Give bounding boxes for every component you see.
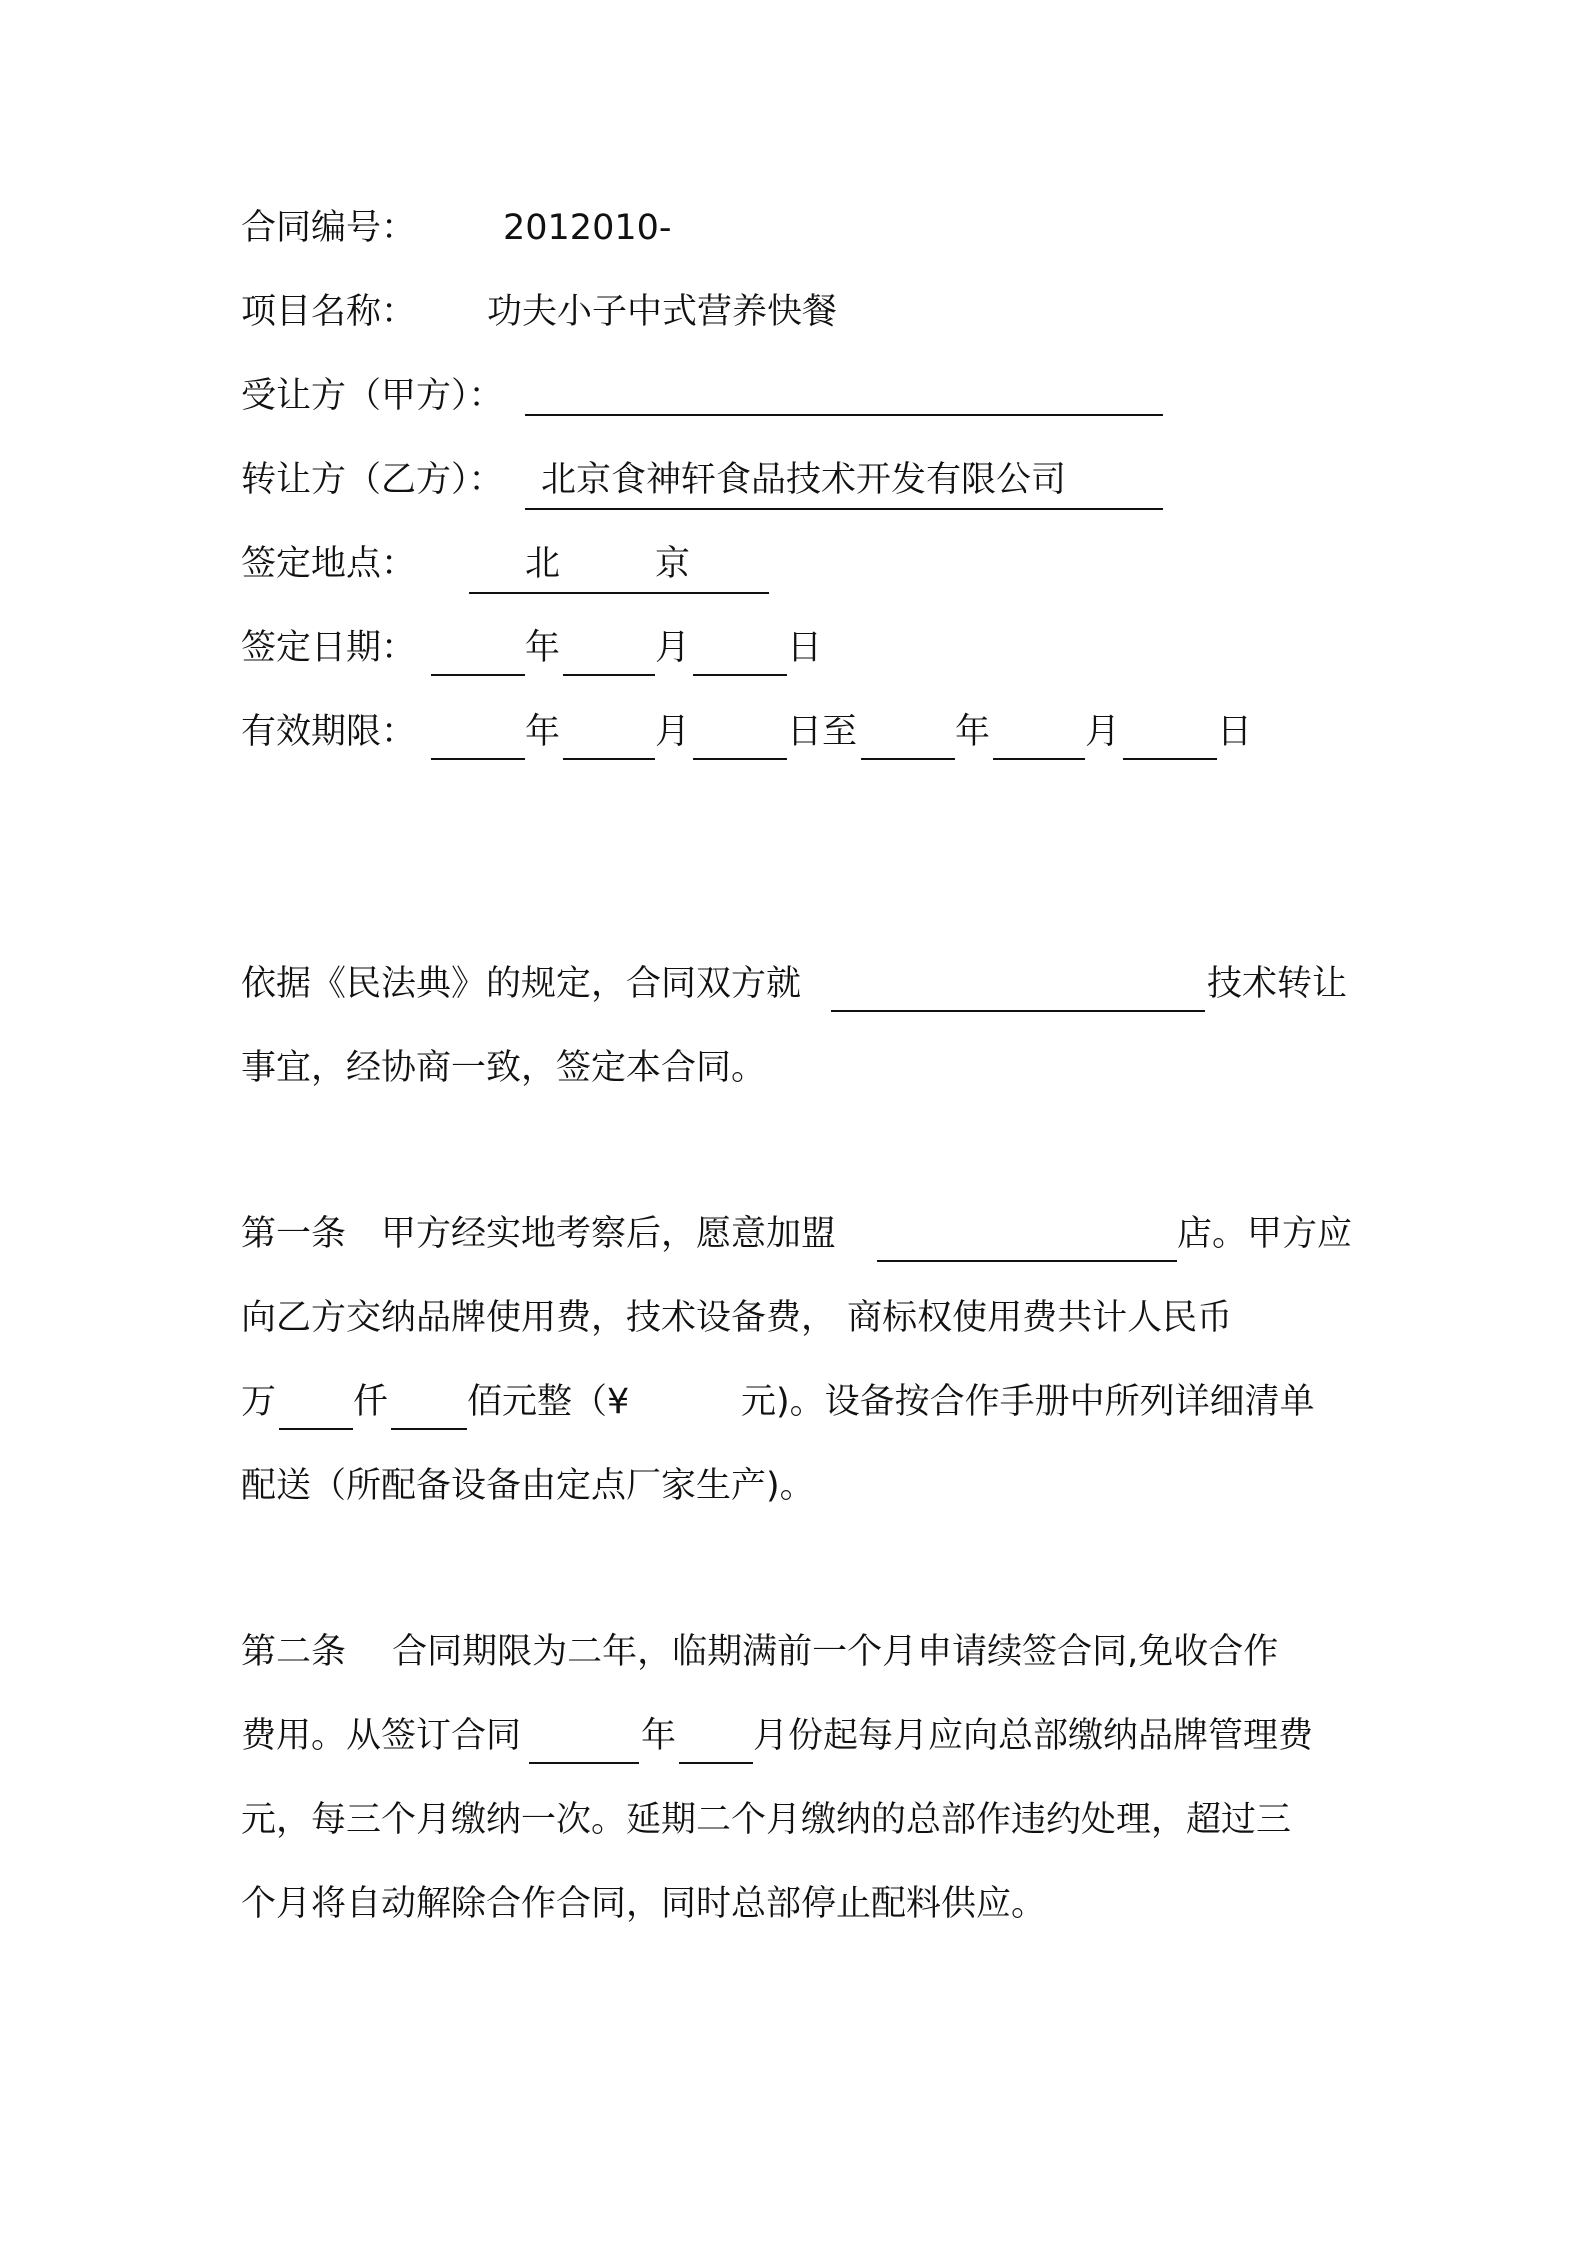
place-value-1: 北 (525, 544, 561, 584)
article2-year-blank (529, 1708, 639, 1764)
article1-store-blank (877, 1206, 1177, 1262)
validity-end-month-blank (993, 704, 1085, 760)
article2-month-blank (679, 1708, 753, 1764)
article1-text-b: 店。甲方应 (1177, 1214, 1353, 1254)
validity-label: 有效期限： (241, 712, 417, 752)
validity-start-month-blank (563, 704, 655, 760)
article1-text-e: 配送（所配备设备由定点厂家生产)。 (241, 1466, 815, 1506)
validity-end-day-blank (1123, 704, 1217, 760)
sign-month-unit: 月 (655, 628, 691, 668)
article1-line-2 (241, 1290, 1357, 1346)
sign-year-blank (431, 620, 525, 676)
contract-number-value: 2012010- (503, 208, 672, 248)
article1-text-d: 元)。设备按合作手册中所列详细清单 (741, 1382, 1315, 1422)
validity-start-year-blank (431, 704, 525, 760)
validity-start-day-unit: 日至 (787, 712, 858, 752)
article1-qian-blank (279, 1374, 353, 1430)
article2-text-a: 第二条 合同期限为二年，临期满前一个月申请续签合同,免收合作 (241, 1632, 1279, 1672)
party-a-label: 受让方（甲方）： (241, 376, 504, 416)
validity-start-day-blank (693, 704, 787, 760)
preamble-text-c: 事宜，经协商一致，签定本合同。 (241, 1048, 767, 1088)
article1-unit-qian: 仟 (353, 1382, 389, 1422)
sign-date-label: 签定日期： (241, 628, 417, 668)
party-b-blank (525, 452, 1163, 510)
article2-text-d: 元，每三个月缴纳一次。延期二个月缴纳的总部作违约处理，超过三 (241, 1800, 1292, 1840)
validity-end-day-unit: 日 (1217, 712, 1253, 752)
validity-end-year-blank (861, 704, 955, 760)
party-b-value: 北京食神轩食品技术开发有限公司 (541, 460, 1067, 500)
article2-text-e: 个月将自动解除合作合同，同时总部停止配料供应。 (241, 1884, 1047, 1924)
article2-line-2 (241, 1708, 1357, 1764)
article1-unit-wan: 万 (241, 1382, 277, 1422)
validity-end-year-unit: 年 (955, 712, 991, 752)
article1-line-3 (241, 1374, 1357, 1430)
project-name-value: 功夫小子中式营养快餐 (487, 292, 838, 332)
article2-unit-year: 年 (641, 1716, 677, 1756)
preamble-text-b: 技术转让 (1207, 964, 1348, 1004)
party-b-label: 转让方（乙方）： (241, 460, 504, 500)
place-label: 签定地点： (241, 544, 417, 584)
validity-end-month-unit: 月 (1085, 712, 1121, 752)
sign-year-unit: 年 (525, 628, 561, 668)
article1-text-c: 向乙方交纳品牌使用费，技术设备费， 商标权使用费共计人民币 (241, 1298, 1233, 1338)
party-a-blank (525, 368, 1163, 416)
preamble-line-1 (241, 956, 1357, 1012)
validity-start-year-unit: 年 (525, 712, 561, 752)
article2-line-1 (241, 1624, 1357, 1680)
project-name-label: 项目名称： (241, 292, 417, 332)
sign-day-blank (693, 620, 787, 676)
article2-line-4 (241, 1876, 1357, 1932)
article2-text-c: 月份起每月应向总部缴纳品牌管理费 (753, 1716, 1314, 1756)
preamble-line-2 (241, 1040, 1357, 1096)
sign-month-blank (563, 620, 655, 676)
preamble-project-blank (831, 956, 1205, 1012)
sign-day-unit: 日 (787, 628, 823, 668)
validity-start-month-unit: 月 (655, 712, 691, 752)
article2-line-3 (241, 1792, 1357, 1848)
article1-bai-blank (391, 1374, 467, 1430)
article1-line-1 (241, 1206, 1357, 1262)
place-value-2: 京 (655, 544, 691, 584)
contract-number-label: 合同编号： (241, 208, 417, 248)
article1-line-4 (241, 1458, 1357, 1514)
article1-unit-bai: 佰元整（¥ (467, 1382, 630, 1422)
preamble-text-a: 依据《民法典》的规定，合同双方就 (241, 964, 802, 1004)
article1-text-a: 第一条 甲方经实地考察后，愿意加盟 (241, 1214, 837, 1254)
article2-text-b: 费用。从签订合同 (241, 1716, 522, 1756)
place-blank (469, 536, 769, 594)
